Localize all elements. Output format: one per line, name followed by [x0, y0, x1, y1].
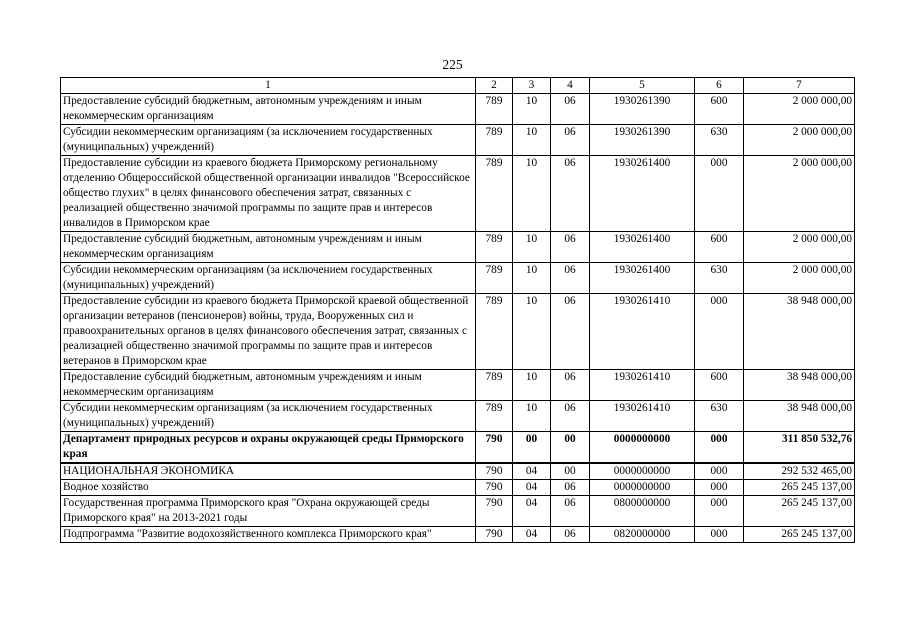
table-row — [61, 463, 855, 480]
row-name: Предоставление субсидий бюджетным, автономным учреждениям и иным некоммерческим организациям — [61, 94, 476, 125]
row-col-2: 789 — [476, 125, 513, 156]
row-amount: 2 000 000,00 — [744, 232, 855, 263]
row-col-2: 790 — [476, 480, 513, 496]
row-col-3: 10 — [513, 294, 551, 370]
budget-table — [60, 77, 855, 543]
row-col-2: 789 — [476, 370, 513, 401]
row-col-4: 06 — [551, 94, 590, 125]
row-name: Подпрограмма "Развитие водохозяйственного комплекса Приморского края" — [61, 527, 476, 543]
header-cell-1: 1 — [61, 78, 476, 94]
row-name: НАЦИОНАЛЬНАЯ ЭКОНОМИКА — [61, 463, 476, 480]
row-name: Предоставление субсидий бюджетным, автономным учреждениям и иным некоммерческим организациям — [61, 232, 476, 263]
row-col-6: 000 — [695, 432, 744, 464]
row-amount: 292 532 465,00 — [744, 463, 855, 480]
row-col-6: 600 — [695, 94, 744, 125]
row-amount: 265 245 137,00 — [744, 496, 855, 527]
row-col-6: 630 — [695, 125, 744, 156]
row-name: Субсидии некоммерческим организациям (за исключением государственных (муниципальных) учреждений) — [61, 263, 476, 294]
row-col-5: 0820000000 — [590, 527, 695, 543]
row-amount: 2 000 000,00 — [744, 263, 855, 294]
table-header-row — [61, 78, 855, 94]
row-col-6: 000 — [695, 496, 744, 527]
row-col-5: 0800000000 — [590, 496, 695, 527]
row-col-5: 0000000000 — [590, 480, 695, 496]
table-row — [61, 294, 855, 370]
table-row — [61, 125, 855, 156]
table-row — [61, 156, 855, 232]
row-col-6: 630 — [695, 401, 744, 432]
row-col-6: 600 — [695, 370, 744, 401]
table-row — [61, 263, 855, 294]
row-amount: 311 850 532,76 — [744, 432, 855, 464]
table-row — [61, 94, 855, 125]
table-row — [61, 370, 855, 401]
row-col-5: 1930261400 — [590, 263, 695, 294]
row-col-4: 06 — [551, 125, 590, 156]
row-col-2: 789 — [476, 94, 513, 125]
row-col-6: 000 — [695, 156, 744, 232]
row-amount: 2 000 000,00 — [744, 94, 855, 125]
row-col-2: 789 — [476, 263, 513, 294]
table-row-department — [61, 432, 855, 464]
row-col-2: 790 — [476, 463, 513, 480]
table-row — [61, 480, 855, 496]
row-col-6: 000 — [695, 463, 744, 480]
row-col-3: 10 — [513, 156, 551, 232]
table-row — [61, 232, 855, 263]
row-col-3: 04 — [513, 496, 551, 527]
row-col-2: 789 — [476, 156, 513, 232]
row-col-3: 00 — [513, 432, 551, 464]
header-cell-7: 7 — [744, 78, 855, 94]
row-name: Субсидии некоммерческим организациям (за исключением государственных (муниципальных) учреждений) — [61, 401, 476, 432]
row-amount: 38 948 000,00 — [744, 294, 855, 370]
row-col-3: 04 — [513, 527, 551, 543]
row-col-2: 790 — [476, 527, 513, 543]
row-col-3: 04 — [513, 480, 551, 496]
row-col-2: 789 — [476, 401, 513, 432]
row-col-4: 06 — [551, 232, 590, 263]
row-amount: 2 000 000,00 — [744, 156, 855, 232]
row-col-4: 06 — [551, 401, 590, 432]
row-col-3: 04 — [513, 463, 551, 480]
row-col-4: 06 — [551, 496, 590, 527]
row-col-5: 0000000000 — [590, 463, 695, 480]
row-amount: 265 245 137,00 — [744, 527, 855, 543]
row-col-3: 10 — [513, 263, 551, 294]
row-col-5: 0000000000 — [590, 432, 695, 464]
table-row — [61, 496, 855, 527]
row-col-4: 06 — [551, 263, 590, 294]
row-col-6: 600 — [695, 232, 744, 263]
row-col-5: 1930261410 — [590, 401, 695, 432]
header-cell-4: 4 — [551, 78, 590, 94]
row-col-4: 06 — [551, 370, 590, 401]
row-name: Предоставление субсидий бюджетным, автономным учреждениям и иным некоммерческим организациям — [61, 370, 476, 401]
row-amount: 38 948 000,00 — [744, 401, 855, 432]
row-col-3: 10 — [513, 94, 551, 125]
row-name: Субсидии некоммерческим организациям (за исключением государственных (муниципальных) учреждений) — [61, 125, 476, 156]
row-name: Предоставление субсидии из краевого бюджета Приморскому региональному отделению Общероссийской общественной организации инвалидов "Всероссийское общество глухих" в целях финансового обеспечения затрат, связанных с реализацией общественно значимой программы по защите прав и интересов инвалидов в Приморском крае — [61, 156, 476, 232]
row-name: Департамент природных ресурсов и охраны окружающей среды Приморского края — [61, 432, 476, 464]
row-col-4: 06 — [551, 527, 590, 543]
row-col-6: 000 — [695, 294, 744, 370]
table-row — [61, 527, 855, 543]
header-cell-5: 5 — [590, 78, 695, 94]
row-col-4: 06 — [551, 156, 590, 232]
row-col-5: 1930261390 — [590, 94, 695, 125]
row-name: Предоставление субсидии из краевого бюджета Приморской краевой общественной организации ветеранов (пенсионеров) войны, труда, Вооруженных сил и правоохранительных органов в целях финансового обеспечения затрат, связанных с реализацией общественно значимой программы по защите прав и интересов ветеранов в Приморском крае — [61, 294, 476, 370]
row-col-6: 000 — [695, 527, 744, 543]
row-col-3: 10 — [513, 401, 551, 432]
row-col-5: 1930261390 — [590, 125, 695, 156]
row-col-3: 10 — [513, 370, 551, 401]
row-col-6: 630 — [695, 263, 744, 294]
table-row — [61, 401, 855, 432]
row-col-2: 790 — [476, 496, 513, 527]
row-col-2: 789 — [476, 294, 513, 370]
row-amount: 265 245 137,00 — [744, 480, 855, 496]
row-col-5: 1930261410 — [590, 294, 695, 370]
page-number: 225 — [442, 57, 463, 72]
header-cell-6: 6 — [695, 78, 744, 94]
row-col-4: 06 — [551, 294, 590, 370]
row-amount: 38 948 000,00 — [744, 370, 855, 401]
header-cell-2: 2 — [476, 78, 513, 94]
row-col-5: 1930261400 — [590, 232, 695, 263]
row-col-3: 10 — [513, 125, 551, 156]
row-col-5: 1930261400 — [590, 156, 695, 232]
row-name: Водное хозяйство — [61, 480, 476, 496]
row-col-5: 1930261410 — [590, 370, 695, 401]
row-col-2: 790 — [476, 432, 513, 464]
row-col-4: 00 — [551, 463, 590, 480]
row-col-4: 00 — [551, 432, 590, 464]
row-col-4: 06 — [551, 480, 590, 496]
header-cell-3: 3 — [513, 78, 551, 94]
row-col-6: 000 — [695, 480, 744, 496]
row-col-3: 10 — [513, 232, 551, 263]
row-name: Государственная программа Приморского края "Охрана окружающей среды Приморского края" на 2013-2021 годы — [61, 496, 476, 527]
row-col-2: 789 — [476, 232, 513, 263]
row-amount: 2 000 000,00 — [744, 125, 855, 156]
